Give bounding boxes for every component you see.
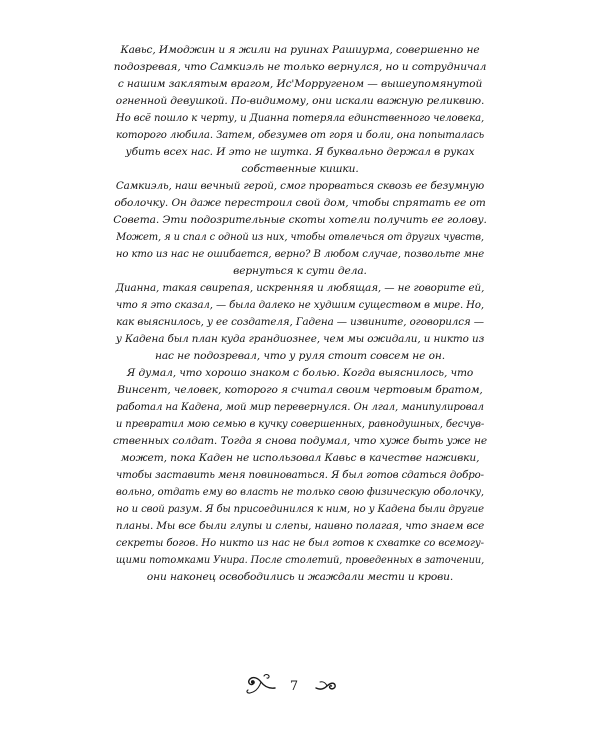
text-line: Я думал, что хорошо знаком с болью. Когда выяснилось, что: [126, 367, 474, 379]
text-line: Совета. Эти подозрительные скоты хотели получить ее голову.: [113, 214, 487, 226]
body-text: [112, 42, 488, 586]
text-line: секреты богов. Но никто из нас не был готов к схватке со всемогу-: [115, 538, 484, 549]
text-line: как выяснилось, у ее создателя, Гадена — извините, оговорился —: [116, 316, 484, 328]
flourish-right-icon: [314, 678, 338, 699]
text-line: работал на Кадена, мой мир перевернулся. Он лгал, манипулировал: [116, 402, 484, 413]
text-line: Самкиэль, наш вечный герой, смог прорваться сквозь ее безумную: [115, 180, 485, 192]
text-line: и превратил мою семью в кучку совершенных, равнодушных, бесчув-: [115, 419, 485, 430]
text-line: вернуться к сути дела.: [233, 265, 367, 277]
text-line: вольно, отдать ему во власть не только свою физическую оболочку,: [116, 487, 484, 498]
text-line: подозревая, что Самкиэль не только вернулся, но и сотрудничал: [113, 61, 487, 73]
text-line: убить всех нас. И это не шутка. Я буквально держал в руках: [125, 146, 475, 158]
flourish-left-icon: [244, 672, 278, 703]
text-line: Кавьс, Имоджин и я жили на руинах Рашиурма, совершенно не: [120, 44, 480, 56]
page-number: 7: [289, 679, 299, 694]
text-line: Винсент, человек, которого я считал своим чертовым братом,: [117, 384, 483, 396]
text-line: собственные кишки.: [241, 163, 359, 175]
text-line: огненной девушкой. По-видимому, они искали важную реликвию.: [115, 95, 485, 107]
text-line: чтобы заставить меня повиноваться. Я был готов сдаться добро-: [116, 470, 484, 481]
text-line: Но всё пошло к черту, и Дианна потеряла единственного человека,: [115, 113, 485, 124]
text-line: может, пока Каден не использовал Кавьс в качестве наживки,: [120, 452, 480, 464]
text-line: они наконец освободились и жаждали мести и крови.: [146, 571, 454, 583]
text-line: планы. Мы все были глупы и слепы, наивно полагая, что знаем все: [115, 520, 485, 532]
text-line: нас не подозревал, что у руля стоит совсем не он.: [154, 350, 446, 362]
text-line: что я это сказал, — была далеко не худшим существом в мире. Но,: [116, 300, 484, 311]
text-line: оболочку. Он даже перестроил свой дом, чтобы спрятать ее от: [114, 197, 486, 209]
text-line: Дианна, такая свирепая, искренняя и любящая, — не говорите ей,: [115, 282, 485, 294]
text-line: но кто из нас не ошибается, верно? В любом случае, позвольте мне: [115, 249, 485, 260]
text-line: которого любила. Затем, обезумев от горя и боли, она попыталась: [115, 130, 485, 141]
text-line: с нашим заклятым врагом, Ис'Морругеном — вышеупомянутой: [117, 78, 483, 90]
text-line: щими потомками Унира. После столетий, проведенных в заточении,: [115, 555, 485, 566]
text-line: у Кадена был план куда грандиознее, чем мы ожидали, и никто из: [115, 333, 485, 345]
text-line: ственных солдат. Тогда я снова подумал, что хуже быть уже не: [112, 435, 488, 447]
text-line: но и свой разум. Я бы присоединился к ним, но у Кадена были другие: [116, 504, 484, 515]
text-line: Может, я и спал с одной из них, чтобы отвлечься от других чувств,: [116, 232, 484, 243]
page-footer: [0, 672, 600, 702]
